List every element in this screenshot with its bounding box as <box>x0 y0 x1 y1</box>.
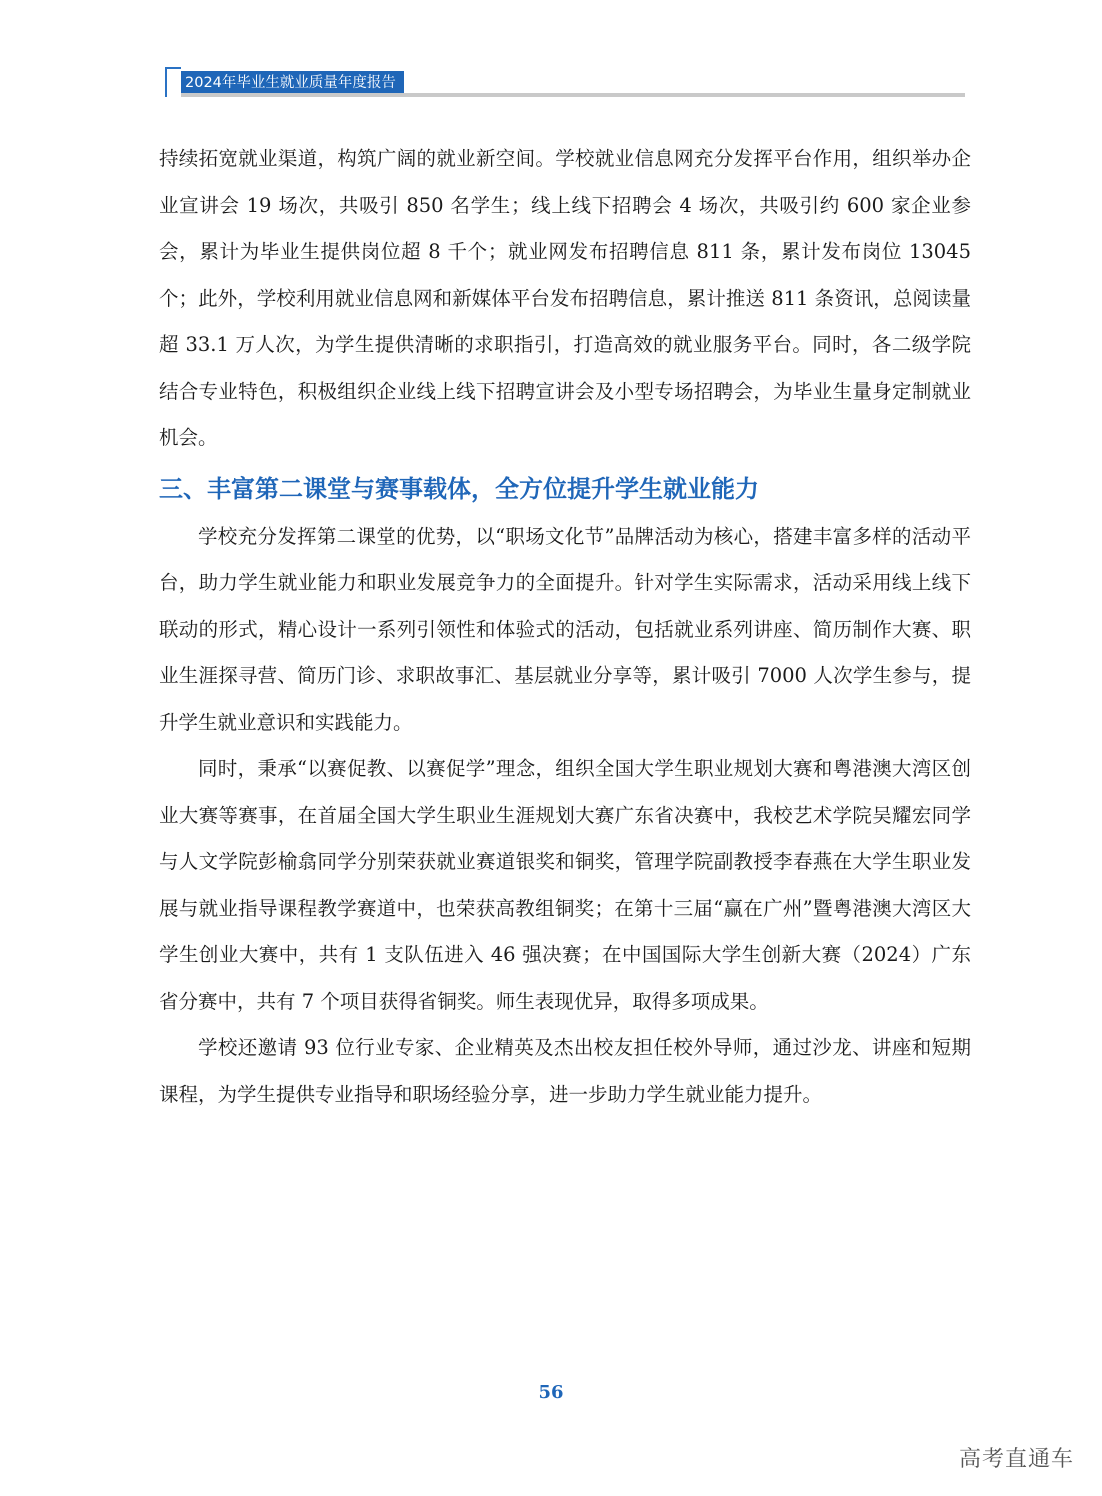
watermark: 高考直通车 <box>958 1447 1074 1472</box>
section-heading: 三、丰富第二课堂与赛事载体，全方位提升学生就业能力 <box>159 474 759 503</box>
body-paragraph-3: 同时，秉承“以赛促教、以赛促学”理念，组织全国大学生职业规划大赛和粤港澳大湾区创业大赛等赛事，在首届全国大学生职业生涯规划大赛广东省决赛中，我校艺术学院吴耀宏同学与人文学院彭榆翕同学分别荣获就业赛道银奖和铜奖，管理学院副教授李春燕在大学生职业发展与就业指导课程教学赛道中，也荣获高教组铜奖；在第十三届“赢在广州”暨粤港澳大湾区大学生创业大赛中，共有 1 支队伍进入 46 强决赛；在中国国际大学生创新大赛（2024）广东省分赛中，共有 7 个项目获得省铜奖。师生表现优异，取得多项成果。 <box>159 757 971 1013</box>
body-paragraph-4: 学校还邀请 93 位行业专家、企业精英及杰出校友担任校外导师，通过沙龙、讲座和短期课程，为学生提供专业指导和职场经验分享，进一步助力学生就业能力提升。 <box>159 1036 971 1106</box>
header-divider <box>181 93 965 97</box>
body-paragraph-1: 持续拓宽就业渠道，构筑广阔的就业新空间。学校就业信息网充分发挥平台作用，组织举办企业宣讲会 19 场次，共吸引 850 名学生；线上线下招聘会 4 场次，共吸引约 600 家企业参会，累计为毕业生提供岗位超 8 千个；就业网发布招聘信息 811 条，累计发布岗位 13045 个；此外，学校利用就业信息网和新媒体平台发布招聘信息，累计推送 811 条资讯，总阅读量超 33.1 万人次，为学生提供清晰的求职指引，打造高效的就业服务平台。同时，各二级学院结合专业特色，积极组织企业线上线下招聘宣讲会及小型专场招聘会，为毕业生量身定制就业机会。 <box>159 147 971 449</box>
header-bracket-decoration <box>165 67 181 97</box>
page-body <box>159 136 971 1118</box>
header-title: 2024年毕业生就业质量年度报告 <box>181 71 404 95</box>
page-number: 56 <box>538 1382 564 1403</box>
body-paragraph-2: 学校充分发挥第二课堂的优势，以“职场文化节”品牌活动为核心，搭建丰富多样的活动平台，助力学生就业能力和职业发展竞争力的全面提升。针对学生实际需求，活动采用线上线下联动的形式，精心设计一系列引领性和体验式的活动，包括就业系列讲座、简历制作大赛、职业生涯探寻营、简历门诊、求职故事汇、基层就业分享等，累计吸引 7000 人次学生参与，提升学生就业意识和实践能力。 <box>159 524 971 734</box>
report-header <box>165 67 965 95</box>
